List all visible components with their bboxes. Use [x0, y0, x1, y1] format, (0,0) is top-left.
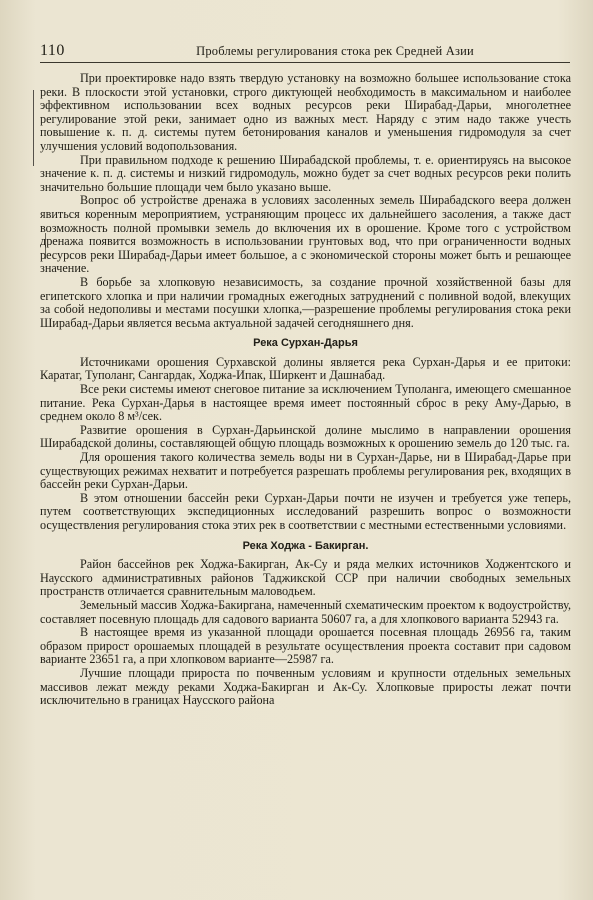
paragraph: В этом отношении бассейн реки Сурхан-Дарьи почти не изучен и требуется уже теперь, путем соответствующих экспедиционных исследований разрешить вопрос о возможности осуществления регулирования стока этих рек в соответствии с местными естественными условиями.	[40, 490, 571, 532]
paragraph: Вопрос об устройстве дренажа в условиях засоленных земель Ширабадского веера должен явиться коренным мероприятием, устраняющим процесс их дальнейшего засоления, а также даст возможность полной промывки земель до включения их в орошение. Кроме того с устройством дренажа появится возможность в использовании грунтовых вод, что при ограниченности водных ресурсов реки Ширабад-Дарьи имеет большое, а с экономической стороны может быть и решающее значение.	[40, 193, 571, 276]
paragraph: Земельный массив Ходжа-Бакиргана, намеченный схематическим проектом к водоустройству, составляет посевную площадь для садового варианта 50607 га, а для хлопкового варианта 52943 га.	[40, 597, 571, 626]
page-number: 110	[40, 42, 65, 59]
paragraph: При правильном подходе к решению Ширабадской проблемы, т. е. ориентируясь на высокое значение к. п. д. системы и низкий гидромодуль, можно будет за счет водных ресурсов реки полить значительно большие площади чем было указано выше.	[40, 152, 571, 194]
paragraph: Развитие орошения в Сурхан-Дарьинской долине мыслимо в направлении орошения Ширабадской долины, составляющей общую площадь возможных к орошению земель до 120 тыс. га.	[40, 422, 571, 451]
paragraph: Лучшие площади прироста по почвенным условиям и крупности отдельных земельных массивов лежат между реками Ходжа-Бакирган и Ак-Су. Хлопковые приросты лежат почти исключительно в границах Наусского района	[40, 665, 571, 708]
paragraph: В борьбе за хлопковую независимость, за создание прочной хозяйственной базы для египетского хлопка и при наличии громадных ежегодных затруднений с поливной водой, влекущих за собой недополивы и местами посушки хлопка,—разрешение проблемы регулирования стока реки Ширабад-Дарьи является весьма актуальной задачей сегодняшнего дня.	[40, 274, 571, 330]
running-title: Проблемы регулирования стока рек Средней Азии	[196, 44, 474, 58]
paragraph: Источниками орошения Сурхавской долины является река Сурхан-Дарья и ее притоки: Каратаг, Туполанг, Сангардак, Ходжа-Ипак, Ширкент и Дашнабад.	[40, 354, 571, 383]
paragraph: В настоящее время из указанной площади орошается посевная площадь 26956 га, таким образом прирост орошаемых площадей в результате осуществления проекта составит при садовом варианте 23651 га, а при хлопковом варианте—25987 га.	[40, 625, 571, 667]
paragraph: Для орошения такого количества земель воды ни в Сурхан-Дарье, ни в Ширабад-Дарье при существующих режимах нехватит и потребуется разрешать проблемы регулирования рек, входящих в бассейн реки Сурхан-Дарьи.	[40, 450, 571, 492]
page-body	[40, 72, 571, 708]
paragraph: Все реки системы имеют снеговое питание за исключением Туполанга, имеющего смешанное питание. Река Сурхан-Дарья в настоящее время имеет постоянный сброс в реку Аму-Дарью, в среднем около 8 м³/сек.	[40, 382, 571, 424]
section-heading: Река Сурхан-Дарья	[253, 337, 358, 350]
paragraph: Район бассейнов рек Ходжа-Бакирган, Ак-Су и ряда мелких источников Ходжентского и Наусского административных районов Таджикской ССР при наличии свободных земельных пространств отличается сравнительным маловодьем.	[40, 557, 571, 599]
section-heading: Река Ходжа - Бакирган.	[242, 539, 369, 552]
margin-pencil-mark	[33, 90, 34, 166]
page-header	[40, 40, 570, 63]
paragraph: При проектировке надо взять твердую установку на возможно большее использование стока реки. В плоскости этой установки, строго диктующей необходимость в максимальном и наиболее эффективном использовании всех водных ресурсов реки Ширабад-Дарьи, многолетнее регулирование этой реки, занимает одно из важных мест. Наряду с этим надо также учесть повышение к. п. д. системы путем бетонирования каналов и уменьшения гидромодуля за счет улучшения условий водопользования.	[40, 71, 571, 153]
